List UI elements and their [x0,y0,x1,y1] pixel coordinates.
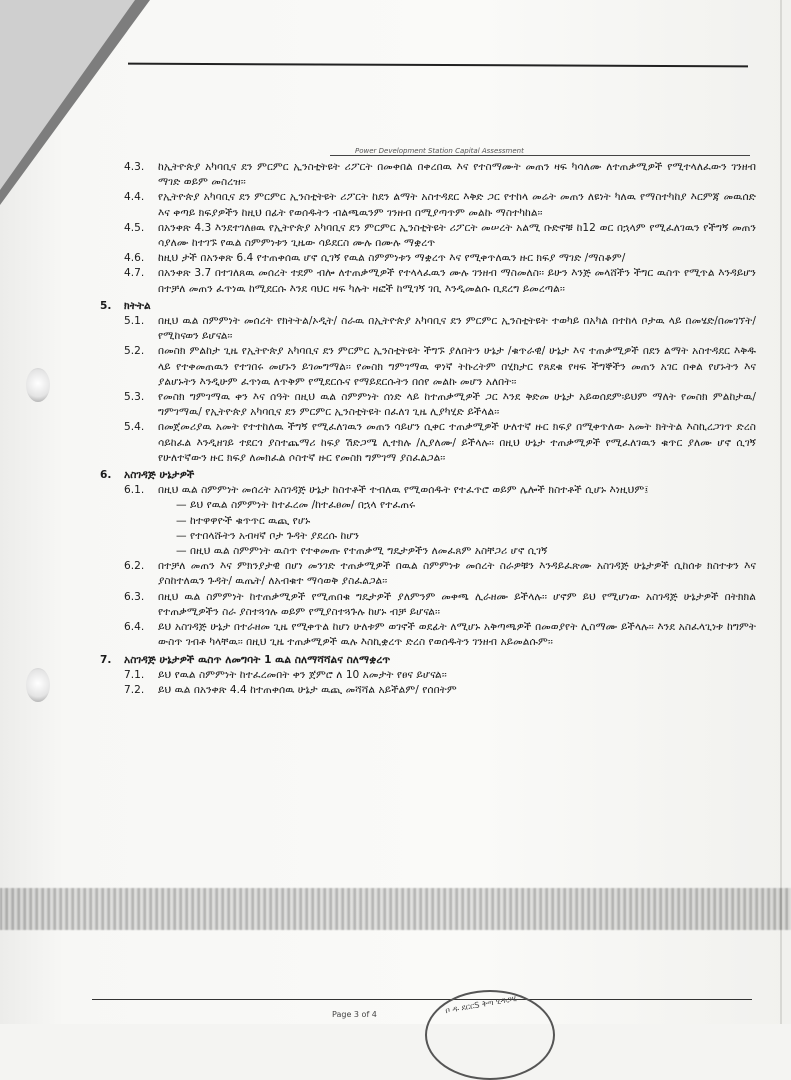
clause-5-3: 5.3. የመስክ ግምገማዉ ቀን እና ሰዓት በዚህ ዉል ስምምነት ሰነድ ላይ ከተጠቃሚዎች ጋር እንደ ቅድመ ሁኔታ አይወሰደም፡ይህም ማለት የመስክ ምልከታዉ/ ግምገማዉ/ የኢትዮጵያ አካባቢና ደን ምርምር ኢንስቲትዩት በፈለገ ጊዜ ሊያካሂድ ይችላል፡፡ [124,391,756,419]
official-stamp [425,990,555,1080]
clause-4-3: 4.3. ከኢትዮጵያ አካባቢና ደን ምርምር ኢንስቲትዩት ሪፖርት በመቀበል በቀረበዉ እና የተስማሙት መጠን ዛፍ ካሳለሙ ለተጠቃሚዎች የሚተላለፈውን ገንዘብ ማገድ ወይም መስረዝ፡፡ [124,161,756,189]
footer-rule [92,999,752,1000]
dash-icon: — [176,529,187,542]
section-6-heading: 6. አስገዳጅ ሁኔታዎች [100,469,195,482]
page-number: Page 3 of 4 [332,1010,377,1019]
clause-6-1: 6.1. በዚህ ዉል ስምምነት መሰረት አስገዳጅ ሁኔታ ከስተቶች ተብለዉ የሚወሰዱት የተፈጥሮ ወይም ሌሎች ክስተቶች ሲሆኑ እነዚህም፤ [124,484,649,497]
clause-6-2: 6.2. በተቻለ መጠን እና ምክንያታዊ በሆነ መንገድ ተጠቃሚዎች በዉል ስምምነቱ መሰረት ስራዎቹን እንዳይፈጽሙ አስገዳጅ ሁኔታዎች ሲከሰቱ ክስተቱን እና ያስከተለዉን ጉዳት/ ዉጤት/ ለአብቁተ ማሳወቅ ያስፈልጋል፡፡ [124,560,756,588]
scan-smudge [0,888,791,930]
paper-edge [780,0,782,1024]
clause-5-2: 5.2. በመስክ ምልከታ ጊዜ የኢትዮጵያ አካባቢና ደን ምርምር ኢንስቲትዩት ችግኙ ያለበትን ሁኔታ /ቁጥራዊ/ ሁኔታ እና ተጠቃሚዎች በደን ልማት አስተዳደር እቅዱ ላይ የተቀመጠዉን የተገበሩ መሆኑን ይገመግማል፡፡ የመስክ ግምገማዉ ዋነኛ ትኩረትም በሂክታር የጸደቁ የዛፍ ችግኞችን መጠን አገር በቀል የሆኑትን እና ያልሆኑትን እንዲሁም ፈጥነዉ ለጥቅም የሚደርሱና የማይደርሱትን በሰየ መልኩ መሆን አለበት፡፡ [124,345,756,388]
stamp-text: ቦ ዱ ደርርS ቅጣ ሂዱጋሂ [444,993,518,1016]
punch-hole-bottom [26,668,50,702]
clause-4-5: 4.5. በአንቀጽ 4.3 እንደተገለፀዉ የኢትዮጵያ አካባቢና ደን ምርምር ኢንስቲትዩት ሪፖርት መሠረት አልሚ ቡድኖቹ ከ12 ወር በኋላም የሚፈለገዉን የችግኝ መጠን ሳያለሙ ከተገኙ የዉል ስምምነቱን ጊዜው ሳይደርስ ሙሉ በሙሉ ማቋረጥ [124,221,756,250]
clause-6-4: 6.4. ይህ አስገዳጅ ሁኔታ በተራዘመ ጊዜ የሚቀጥል ከሆነ ሁለቱም ወገኖች ወደፊት ለሚሆኑ አቅጣጫዎች በመወያየት ሊስማሙ ይችላሉ፡፡ እንደ አስፈላጊነቱ ከግምት ውስጥ ገብቶ ካላቸዉ፡፡ በዚህ ጊዜ ተጠቃሚዎች ዉሉ እስኪቋረጥ ድረስ የወሰዱትን ገንዘብ አይመልሱም፡፡ [124,621,756,649]
bullet-item: — ይህ የዉል ስምምነት ከተፈረመ /ከተፈፀመ/ በኋላ የተፈጠሩ [96,498,756,513]
dash-icon: — [176,499,187,512]
top-rule [128,63,748,68]
clause-6-3: 6.3. በዚህ ዉል ስምምነት ከተጠቃሚዎች የሚጠበቁ ግዴታዎች ያለምንም መቀጫ ሊራዘሙ ይችላሉ፡፡ ሆኖም ይህ የሚሆነው አስገዳጅ ሁኔታዎች በትክክል የተጠቃሚዎችን ስራ ያስተጓጎሉ ወይም የሚያስተጓጉሉ ከሆኑ ብቻ ይሆናል፡፡ [124,590,756,618]
bullet-item: — የተበላሹትን አብዛኛ ቦታ ጉዳት ያደረሱ ከሆን [96,529,756,544]
clause-7-2: 7.2. ይህ ዉል በአንቀጽ 4.4 ከተጠቀሰዉ ሁኔታ ዉጪ መሻሻል አይችልም/ የሰበትም [124,683,457,696]
bullet-item: — ከተዋዋዮች ቁጥጥር ዉጪ የሆኑ [96,514,756,529]
clause-4-6: 4.6. ከዚህ ታች በአንቀጽ 6.4 የተጠቀሰዉ ሆኖ ሲገኝ የዉል ስምምነቱን ማቋረጥ እና የሚቀጥለዉን ዙር ክፍያ ማገድ /ማስቆም/ [124,252,626,265]
clause-4-4: 4.4. የኢትዮጵያ አካባቢና ደን ምርምር ኢንስቲትዩት ሪፖርት ከደን ልማት አስተዳደር እቅድ ጋር የተከላ መሬት መጠን ለዩነት ካለዉ የማስተካከያ እርምጃ መዉሰድ እና ቀጣይ ክፍያዎችን ከዚህ በፊት የወሰዱትን ብልጫዉንም ገንዘብ በሚያጣጥም መልኩ ማስተካከል፡፡ [124,191,756,219]
document-body [96,160,756,698]
dash-icon: — [176,514,187,527]
section-5-heading: 5. ክትትል [100,299,151,312]
clause-5-4: 5.4. በመጀመሪያዉ አመት የተተከለዉ ችግኝ የሚፈለገዉን መጠን ሳይሆን ሲቀር ተጠቃሚዎች ሁለተኛ ዙር ክፍያ በሚቀጥለው አመት ክትትል እስኪረጋገጥ ድረስ ሳይከፈል እንዲዘገይ ተደርጎ ያስተጨማሪ ከፍያ ሽድጋሜ ሊተክሉ /ሊያለሙ/ ይችላሉ፡፡ በዚህ ሁኔታ ተጠቃሚዎች የሚፈለገዉን ቁጥር ያለሙ ሆኖ ሲገኝ የሁለተኛውን ዙር ክፍያ ለመክፈል ሶስተኛ ዙር የመስክ ግምገማ ያስፈልጋል፡፡ [124,421,756,464]
punch-hole-top [26,368,50,402]
clause-7-1: 7.1. ይህ የዉል ስምምነት ከተፈረመበት ቀን ጀምሮ ለ 10 አመታት የፀና ይሆናል፡፡ [124,668,447,681]
running-header: Power Development Station Capital Assessment [355,147,524,155]
header-rule [330,155,750,156]
clause-4-7: 4.7. በአንቀጽ 3.7 በተገለጸዉ መሰረት ተደም ብሎ ለተጠቃሚዎች የተላላፈዉን ሙሉ ገንዘብ ማስመለስ፡፡ ይሁን እንጅ መላሸችን ችግር ዉስጥ የሚጥል እንዳይሆን በተቻለ መጠን ፈጥነዉ ከሚደርሱ እንደ ባህር ዛፍ ካሉት ዛፎች ከሚገኝ ገቢ እንዲመልሱ ቢደረግ ይመረጣል፡፡ [124,267,756,295]
clause-5-1: 5.1. በዚህ ዉል ስምምነት መሰረት የክትትል/ኦዲት/ ስራዉ በኢትዮጵያ አካባቢና ደን ምርምር ኢንስቲትዩት ተወካይ በአካል በተከላ ቦታዉ ላይ በመሄድ/በመገኘት/ የሚከናወን ይሆናል፡፡ [124,315,756,343]
folded-corner-highlight [0,0,135,190]
bullet-item: — በዚህ ዉል ስምምነት ዉስጥ የተቀመጡ የተጠቃሚ ግዴታዎችን ለመፈጸም አስቸጋሪ ሆኖ ሲገኝ [96,544,756,559]
section-7-heading: 7. አስገዳጅ ሁኔታዎች ዉስጥ ለመግባት 1 ዉል ስለማሻሻልና ስለማቋረጥ [100,653,391,666]
dash-icon: — [176,545,187,558]
